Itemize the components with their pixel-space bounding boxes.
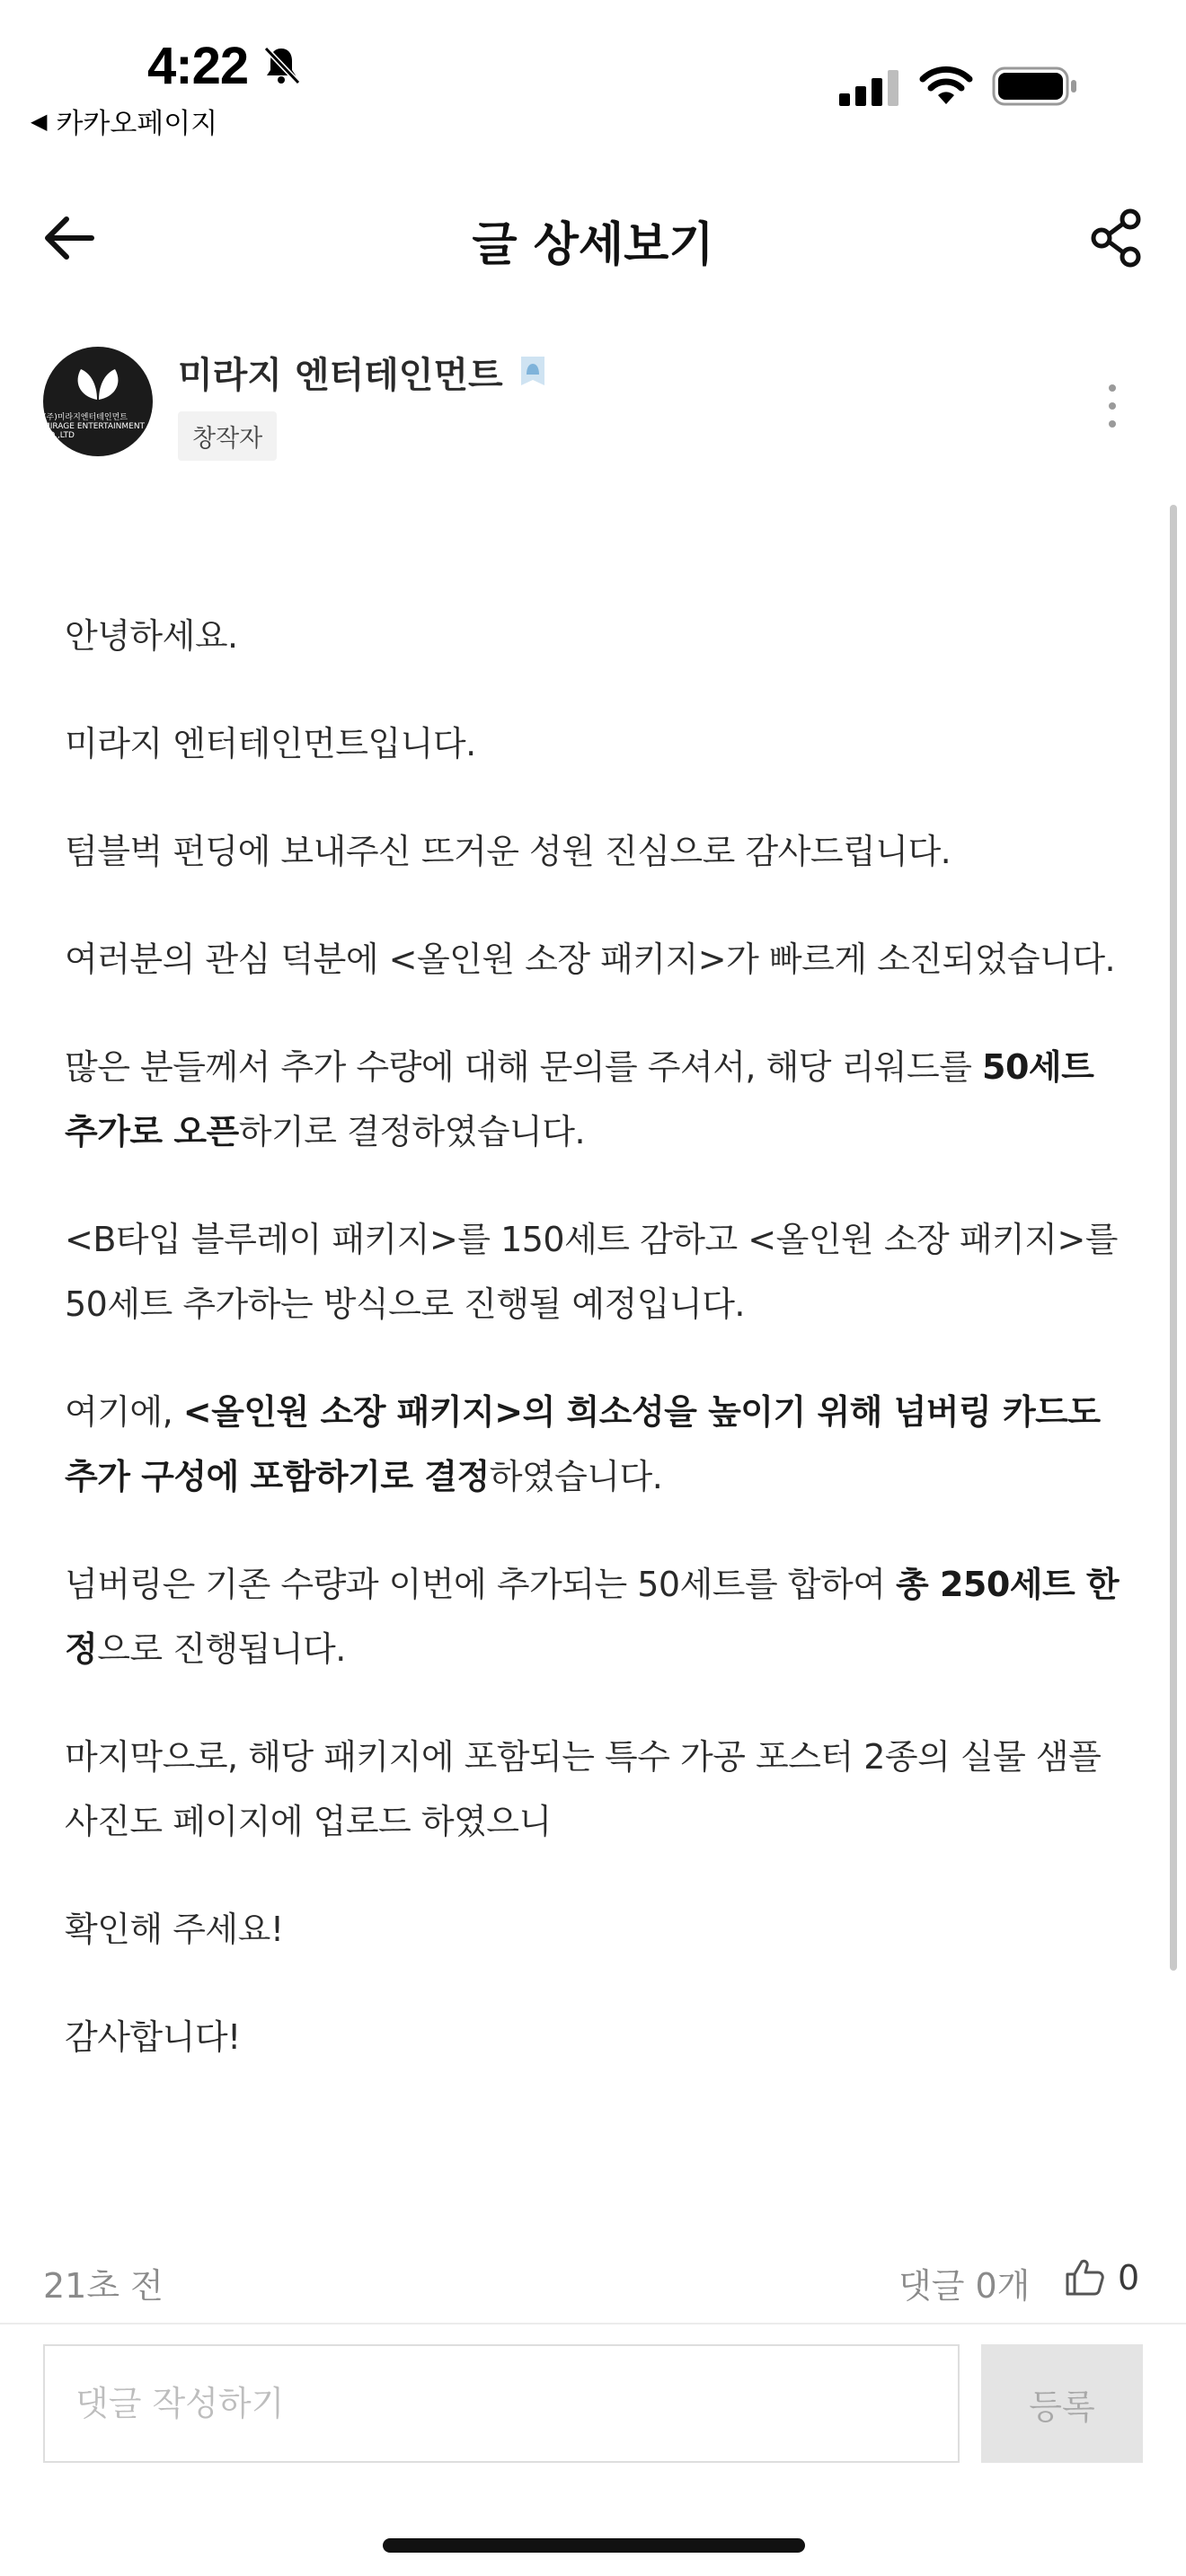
thumbs-up-icon[interactable] (1064, 2256, 1105, 2298)
back-to-app-link[interactable] (31, 101, 217, 141)
back-app-label: 카카오페이지 (56, 108, 218, 140)
post-text: 감사합니다! (65, 2017, 241, 2057)
avatar-logo-text: (주)미라지엔터테인먼트 MIRAGE ENTERTAINMENT CO.,LTD (43, 412, 146, 440)
role-chip: 창작자 (178, 411, 277, 461)
submit-comment-button[interactable]: 등록 (981, 2344, 1143, 2463)
post-text: 텀블벅 펀딩에 보내주신 뜨거운 성원 진심으로 감사드립니다. (65, 832, 951, 871)
post-text: 하였습니다. (489, 1457, 663, 1496)
post-text: 확인해 주세요! (65, 1910, 284, 1949)
avatar[interactable] (43, 347, 153, 456)
post-time: 21초 전 (43, 2266, 164, 2306)
bell-slash-icon (259, 43, 304, 88)
post-text-bold: 총 250세트 한정 (65, 1565, 1120, 1669)
signal-icon (839, 68, 900, 106)
author-name-label: 미라지 엔터테인먼트 (178, 355, 503, 396)
post-paragraph (65, 819, 1125, 884)
post-text: 으로 진행됩니다. (97, 1629, 346, 1669)
post-paragraph (65, 1035, 1125, 1164)
post-paragraph (65, 1207, 1125, 1337)
back-triangle-icon: ◀ (31, 108, 48, 134)
comment-input[interactable] (43, 2344, 960, 2463)
post-paragraph (65, 1725, 1125, 1854)
post-paragraph (65, 2005, 1125, 2069)
divider (0, 2323, 1186, 2325)
share-icon[interactable] (1084, 205, 1150, 271)
more-vertical-icon[interactable] (1094, 379, 1130, 433)
battery-icon (992, 66, 1078, 106)
like-count: 0 (1118, 2258, 1140, 2298)
post-text-bold: 50세트 추가로 오픈 (65, 1047, 1094, 1151)
post-paragraph (65, 1897, 1125, 1962)
post-paragraph (65, 604, 1125, 668)
comment-count[interactable]: 댓글 0개 (898, 2266, 1031, 2306)
author-section (0, 343, 1186, 478)
post-text: <B타입 블루레이 패키지>를 150세트 감하고 <올인원 소장 패키지>를 50세트 추가하는 방식으로 진행될 예정입니다. (65, 1220, 1119, 1324)
post-body (65, 604, 1125, 2113)
wifi-icon (918, 65, 974, 108)
post-text: 여기에, (65, 1392, 183, 1432)
post-paragraph (65, 927, 1125, 992)
post-text: 마지막으로, 해당 패키지에 포함되는 특수 가공 포스터 2종의 실물 샘플 사진도 페이지에 업로드 하였으니 (65, 1737, 1102, 1841)
status-time: 4:22 (147, 37, 249, 95)
app-header (0, 180, 1186, 296)
post-paragraph (65, 1380, 1125, 1509)
company-logo-icon (70, 364, 126, 405)
page-title: 글 상세보기 (472, 218, 714, 272)
post-paragraph (65, 711, 1125, 776)
post-text: 안녕하세요. (65, 616, 238, 656)
certified-badge-icon (518, 353, 548, 393)
post-paragraph (65, 1552, 1125, 1681)
scrollbar[interactable] (1170, 505, 1177, 1971)
post-text-bold: <올인원 소장 패키지>의 희소성을 높이기 위해 넘버링 카드도 추가 구성에 포함하기로 결정 (65, 1392, 1101, 1496)
author-name[interactable] (178, 347, 548, 398)
post-text: 미라지 엔터테인먼트입니다. (65, 724, 476, 763)
post-text: 하기로 결정하였습니다. (238, 1112, 586, 1151)
status-bar (0, 0, 1186, 144)
post-text: 넘버링은 기존 수량과 이번에 추가되는 50세트를 합하여 (65, 1565, 896, 1604)
post-meta (0, 2253, 1186, 2307)
home-indicator[interactable] (383, 2538, 805, 2553)
post-text: 많은 분들께서 추가 수량에 대해 문의를 주셔서, 해당 리워드를 (65, 1047, 982, 1087)
post-text: 여러분의 관심 덕분에 <올인원 소장 패키지>가 빠르게 소진되었습니다. (65, 940, 1116, 979)
